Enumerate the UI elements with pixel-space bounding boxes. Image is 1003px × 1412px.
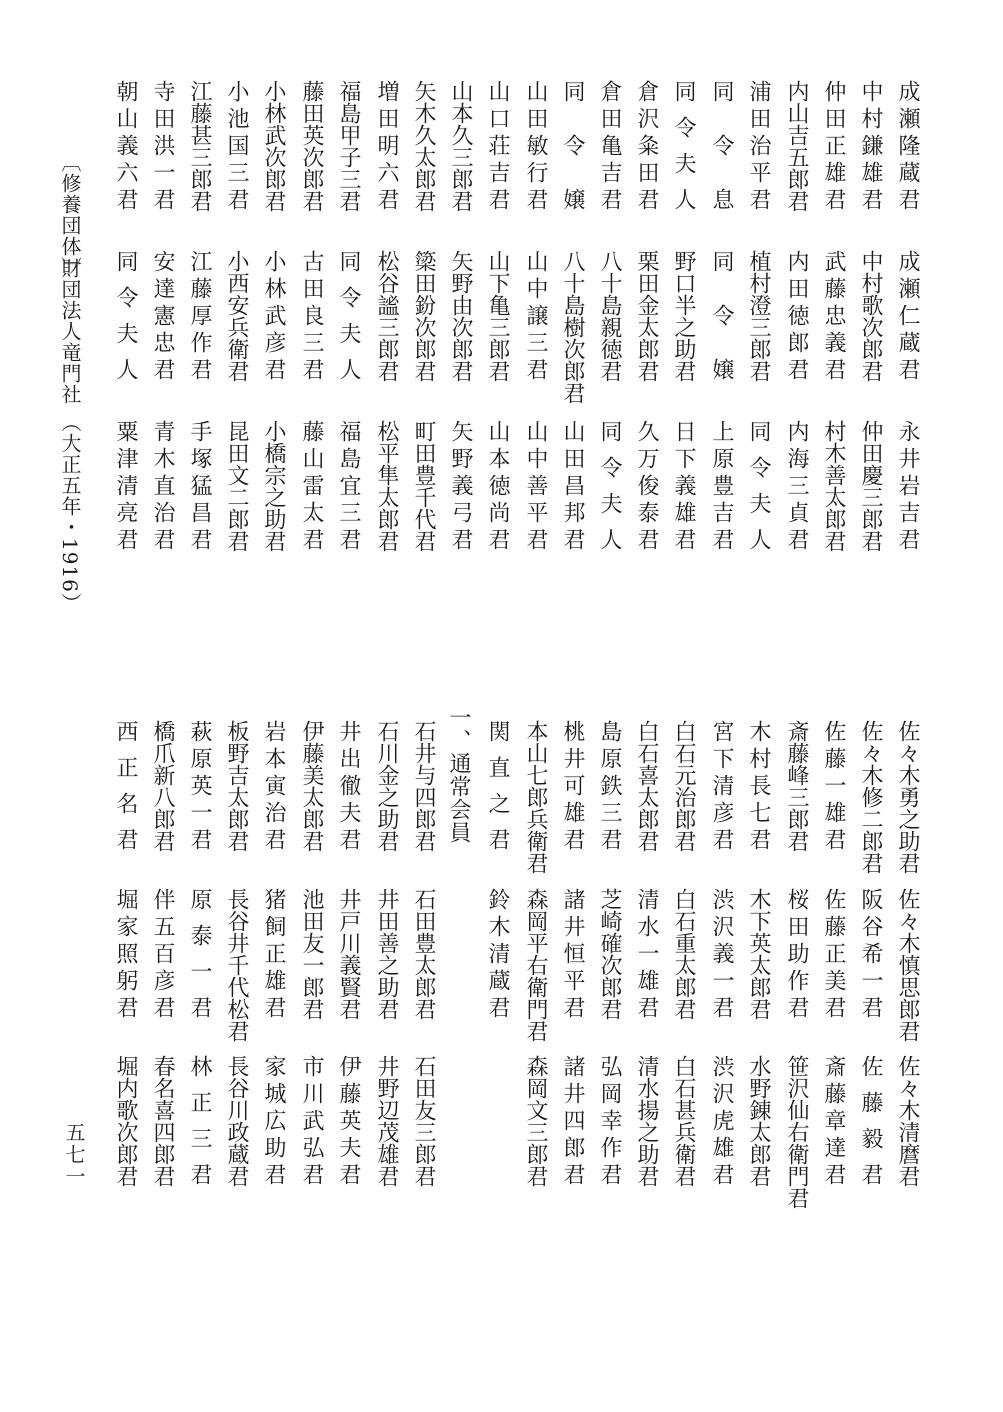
member-name: 伊藤美太郎君 <box>299 720 324 852</box>
member-name: 伊藤英夫君 <box>336 1055 361 1185</box>
era-caption: （大正五年・1916） <box>58 412 82 614</box>
member-name: 佐藤毅君 <box>858 1055 883 1185</box>
member-name: 植村澄三郎君 <box>746 250 771 382</box>
member-name: 堀家照躬君 <box>113 888 138 1018</box>
member-name: 井出徹夫君 <box>336 720 361 850</box>
member-name: 木下英太郎君 <box>746 888 771 1020</box>
member-name: 久万俊泰君 <box>634 420 659 550</box>
member-name: 永井岩吉君 <box>895 420 920 550</box>
member-name: 同令息 <box>709 80 734 210</box>
member-name: 桜田助作君 <box>784 888 809 1018</box>
member-name: 簗田鈖次郎君 <box>411 250 436 382</box>
member-name: 小林武彦君 <box>261 250 286 380</box>
member-name: 井野辺茂雄君 <box>374 1055 399 1187</box>
member-name: 白石元治郎君 <box>671 720 696 852</box>
member-name: 森岡文三郎君 <box>523 1055 548 1187</box>
member-name: 阪谷希一君 <box>858 888 883 1018</box>
member-name: 成瀬仁蔵君 <box>895 250 920 380</box>
member-name: 朝山義六君 <box>113 80 138 210</box>
member-name: 石田友三郎君 <box>411 1055 436 1187</box>
member-name: 芝崎確次郎君 <box>597 888 622 1020</box>
member-name: 仲田正雄君 <box>821 80 846 210</box>
member-name: 上原豊吉君 <box>709 420 734 550</box>
member-name: 山中善平君 <box>523 420 548 550</box>
member-name: 笹沢仙右衛門君 <box>784 1055 809 1209</box>
member-name: 倉田亀吉君 <box>597 80 622 210</box>
member-name: 清水揚之助君 <box>634 1055 659 1187</box>
member-name: 同令嬢 <box>709 250 734 380</box>
member-name: 木村長七君 <box>746 720 771 850</box>
member-name: 浦田治平君 <box>746 80 771 210</box>
member-name: 福島宜三君 <box>336 420 361 550</box>
member-name: 野口半之助君 <box>671 250 696 382</box>
member-name: 伴五百彦君 <box>150 888 175 1018</box>
member-name: 安達憲忠君 <box>150 250 175 380</box>
member-name: 内山吉五郎君 <box>784 80 809 212</box>
member-name: 水野錬太郎君 <box>746 1055 771 1187</box>
member-name: 石田豊太郎君 <box>411 888 436 1020</box>
member-name: 山田昌邦君 <box>560 420 585 550</box>
member-name: 江藤厚作君 <box>187 250 212 380</box>
member-name: 原泰一君 <box>187 888 212 1018</box>
member-name: 春名喜四郎君 <box>150 1055 175 1187</box>
member-name: 猪飼正雄君 <box>261 888 286 1018</box>
member-name: 山下亀三郎君 <box>485 250 510 382</box>
member-name: 村木善太郎君 <box>821 420 846 552</box>
member-name: 増田明六君 <box>374 80 399 210</box>
member-name: 白石重太郎君 <box>671 888 696 1020</box>
member-name: 同令夫人 <box>746 420 771 550</box>
member-name: 藤田英次郎君 <box>299 80 324 212</box>
member-name: 矢木久太郎君 <box>411 80 436 212</box>
member-name: 諸井恒平君 <box>560 888 585 1018</box>
member-name: 岩本寅治君 <box>261 720 286 850</box>
member-name: 石井与四郎君 <box>411 720 436 852</box>
member-name: 市川武弘君 <box>299 1055 324 1185</box>
member-name: 斎藤峰三郎君 <box>784 720 809 852</box>
member-name: 松平隼太郎君 <box>374 420 399 552</box>
member-name: 山田敏行君 <box>523 80 548 210</box>
member-name: 寺田洪一君 <box>150 80 175 210</box>
member-name: 同令夫人 <box>336 250 361 380</box>
member-name: 同令夫人 <box>597 420 622 550</box>
member-name: 池田友一郎君 <box>299 888 324 1020</box>
member-name: 渋沢虎雄君 <box>709 1055 734 1185</box>
member-name: 板野吉太郎君 <box>224 720 249 852</box>
member-name: 長谷井千代松君 <box>224 888 249 1042</box>
member-name: 矢野義弓君 <box>448 420 473 550</box>
member-name: 清水一雄君 <box>634 888 659 1018</box>
member-name: 萩原英一君 <box>187 720 212 850</box>
member-name: 橋爪新八郎君 <box>150 720 175 852</box>
member-name: 町田豊千代君 <box>411 420 436 552</box>
member-name: 林正三君 <box>187 1055 212 1185</box>
member-name: 井戸川義賢君 <box>336 888 361 1020</box>
member-name: 福島甲子三君 <box>336 80 361 212</box>
member-name: 武藤忠義君 <box>821 250 846 380</box>
member-name: 佐々木勇之助君 <box>895 720 920 874</box>
member-name: 白石甚兵衛君 <box>671 1055 696 1187</box>
member-name: 同令夫人 <box>671 80 696 210</box>
member-name: 石川金之助君 <box>374 720 399 852</box>
organization-name: 財団法人竜門社 <box>58 258 82 405</box>
member-name: 矢野由次郎君 <box>448 250 473 382</box>
member-name: 松谷謐三郎君 <box>374 250 399 382</box>
member-name: 堀内歌次郎君 <box>113 1055 138 1187</box>
member-name: 山本久三郎君 <box>448 80 473 212</box>
member-name: 山口荘吉君 <box>485 80 510 210</box>
member-name: 森岡平右衛門君 <box>523 888 548 1042</box>
member-name: 関直之君 <box>485 720 510 850</box>
member-name: 藤山雷太君 <box>299 420 324 550</box>
member-name: 桃井可雄君 <box>560 720 585 850</box>
page-number: 五七一 <box>62 1122 86 1188</box>
member-name: 家城広助君 <box>261 1055 286 1185</box>
member-name: 佐々木清麿君 <box>895 1055 920 1187</box>
member-name: 手塚猛昌君 <box>187 420 212 550</box>
member-name: 同令嬢 <box>560 80 585 210</box>
member-name: 佐藤一雄君 <box>821 720 846 850</box>
member-name: 同令夫人 <box>113 250 138 380</box>
member-name: 長谷川政蔵君 <box>224 1055 249 1187</box>
member-name: 井田善之助君 <box>374 888 399 1020</box>
member-name: 内海三貞君 <box>784 420 809 550</box>
member-name: 小西安兵衛君 <box>224 250 249 382</box>
member-name: 山中譲三君 <box>523 250 548 380</box>
member-name: 栗田金太郎君 <box>634 250 659 382</box>
member-name: 江藤甚三郎君 <box>187 80 212 212</box>
member-name: 島原鉄三君 <box>597 720 622 850</box>
member-name: 中村鎌雄君 <box>858 80 883 210</box>
member-name: 古田良三君 <box>299 250 324 380</box>
section-caption: 〔修養団体〕 <box>58 152 82 278</box>
member-name: 諸井四郎君 <box>560 1055 585 1185</box>
member-name: 内田徳郎君 <box>784 250 809 380</box>
member-name: 佐々木慎思郎君 <box>895 888 920 1042</box>
member-name: 佐々木修二郎君 <box>858 720 883 874</box>
member-name: 中村歌次郎君 <box>858 250 883 382</box>
member-name: 佐藤正美君 <box>821 888 846 1018</box>
member-name: 山本徳尚君 <box>485 420 510 550</box>
member-name: 斎藤章達君 <box>821 1055 846 1185</box>
member-name: 小林武次郎君 <box>261 80 286 212</box>
member-name: 倉沢粂田君 <box>634 80 659 210</box>
member-name: 粟津清亮君 <box>113 420 138 550</box>
member-name: 日下義雄君 <box>671 420 696 550</box>
member-name: 青木直治君 <box>150 420 175 550</box>
section-heading: 一、通常会員 <box>446 706 471 844</box>
member-name: 仲田慶三郎君 <box>858 420 883 552</box>
member-name: 渋沢義一君 <box>709 888 734 1018</box>
member-name: 西正名君 <box>113 720 138 850</box>
member-name: 八十島樹次郎君 <box>560 250 585 404</box>
member-name: 小橋宗之助君 <box>261 420 286 552</box>
member-name: 昆田文二郎君 <box>224 420 249 552</box>
member-name: 白石喜太郎君 <box>634 720 659 852</box>
member-name: 成瀬隆蔵君 <box>895 80 920 210</box>
member-name: 八十島親徳君 <box>597 250 622 382</box>
member-name: 弘岡幸作君 <box>597 1055 622 1185</box>
member-name: 宮下清彦君 <box>709 720 734 850</box>
member-name: 小池国三君 <box>224 80 249 210</box>
member-name: 本山七郎兵衛君 <box>523 720 548 874</box>
member-name: 鈴木清蔵君 <box>485 888 510 1018</box>
